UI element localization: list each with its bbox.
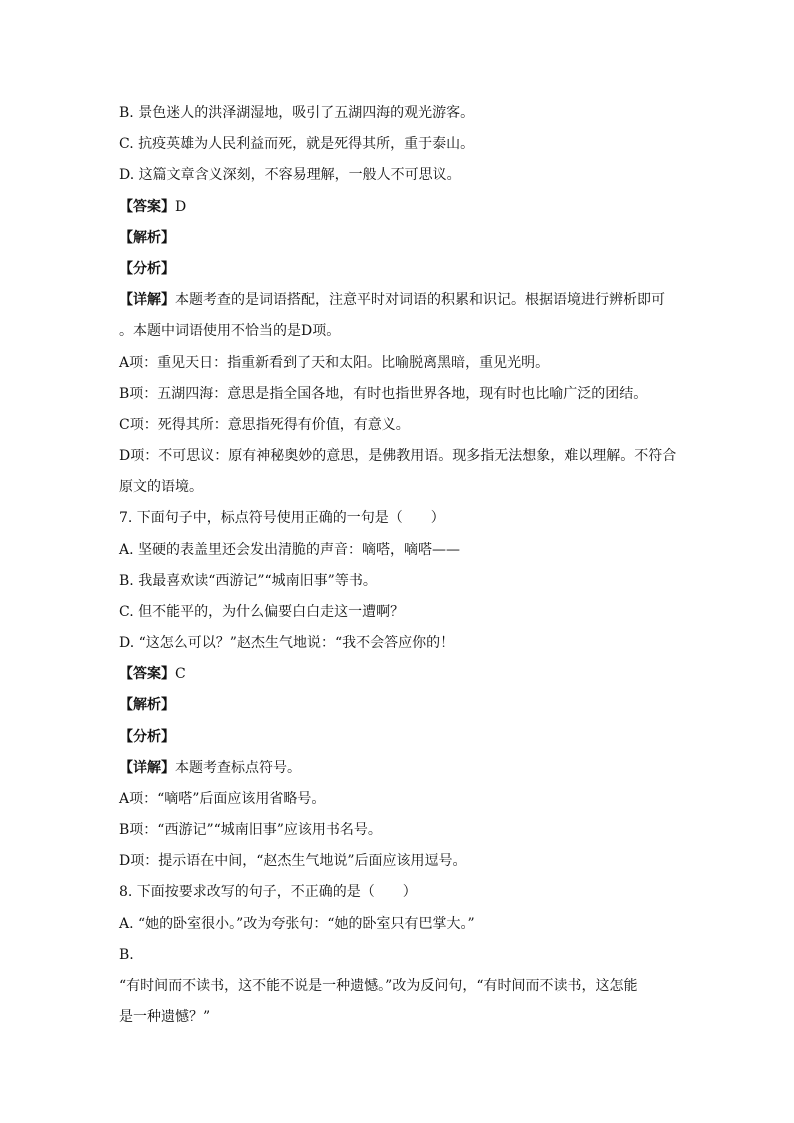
xiangjie-text: 本题考查的是词语搭配，注意平时对词语的积累和识记。根据语境进行辨析即可 [175,292,665,308]
jiexi-heading-q7: 【解析】 [119,697,175,713]
answer-value: C [175,666,186,682]
option-c-q6: C. 抗疫英雄为人民利益而死，就是死得其所，重于泰山。 [119,136,475,152]
fenxi-heading-q6: 【分析】 [119,261,175,277]
xiangjie-q6 [119,290,665,310]
xiangjie-continuation-q6: 。本题中词语使用不恰当的是D项。 [119,323,341,339]
option-a-q7: A. 坚硬的表盖里还会发出清脆的声音：嘀嗒，嘀嗒—— [119,542,461,558]
option-b-q6: B. 景色迷人的洪泽湖湿地，吸引了五湖四海的观光游客。 [119,105,475,121]
fenxi-heading-q7: 【分析】 [119,729,175,745]
explanation-d-q7: D项：提示语在中间，“赵杰生气地说”后面应该用逗号。 [119,853,467,869]
question-8: 8. 下面按要求改写的句子，不正确的是（ ） [119,884,417,900]
answer-tag: 【答案】 [119,199,175,215]
option-b-q7: B. 我最喜欢读“西游记”“城南旧事”等书。 [119,573,377,589]
explanation-d-q6-line2: 原文的语境。 [119,479,203,495]
option-c-q7: C. 但不能平的，为什么偏要白白走这一遭啊？ [119,604,405,620]
xiangjie-text: 本题考查标点符号。 [175,760,301,776]
answer-value: D [175,199,187,215]
option-d-q7: D. “这怎么可以？”赵杰生气地说：“我不会答应你的！ [119,635,455,651]
jiexi-heading-q6: 【解析】 [119,230,175,246]
answer-q6 [119,197,186,217]
explanation-a-q7: A项：“嘀嗒”后面应该用省略号。 [119,791,326,807]
option-b-q8-label: B. [119,947,134,963]
explanation-b-q6: B项：五湖四海：意思是指全国各地，有时也指世界各地，现有时也比喻广泛的团结。 [119,386,648,402]
xiangjie-tag: 【详解】 [119,760,175,776]
explanation-c-q6: C项：死得其所：意思指死得有价值，有意义。 [119,417,410,433]
option-b-q8-line2: 是一种遗憾？” [119,1009,211,1025]
explanation-a-q6: A项：重见天日：指重新看到了天和太阳。比喻脱离黑暗，重见光明。 [119,355,550,371]
option-a-q8: A. “她的卧室很小。”改为夸张句：“她的卧室只有巴掌大。” [119,916,475,932]
answer-tag: 【答案】 [119,666,175,682]
option-b-q8-line1: “有时间而不读书，这不能不说是一种遗憾。”改为反问句，“有时间而不读书，这怎能 [119,978,638,994]
question-7: 7. 下面句子中，标点符号使用正确的一句是（ ） [119,510,445,526]
explanation-b-q7: B项：“西游记”“城南旧事”应该用书名号。 [119,822,382,838]
xiangjie-tag: 【详解】 [119,292,175,308]
xiangjie-q7 [119,758,301,778]
option-d-q6: D. 这篇文章含义深刻，不容易理解，一般人不可思议。 [119,167,461,183]
explanation-d-q6-line1: D项：不可思议：原有神秘奥妙的意思，是佛教用语。现多指无法想象，难以理解。不符合 [119,448,677,464]
answer-q7 [119,664,186,684]
